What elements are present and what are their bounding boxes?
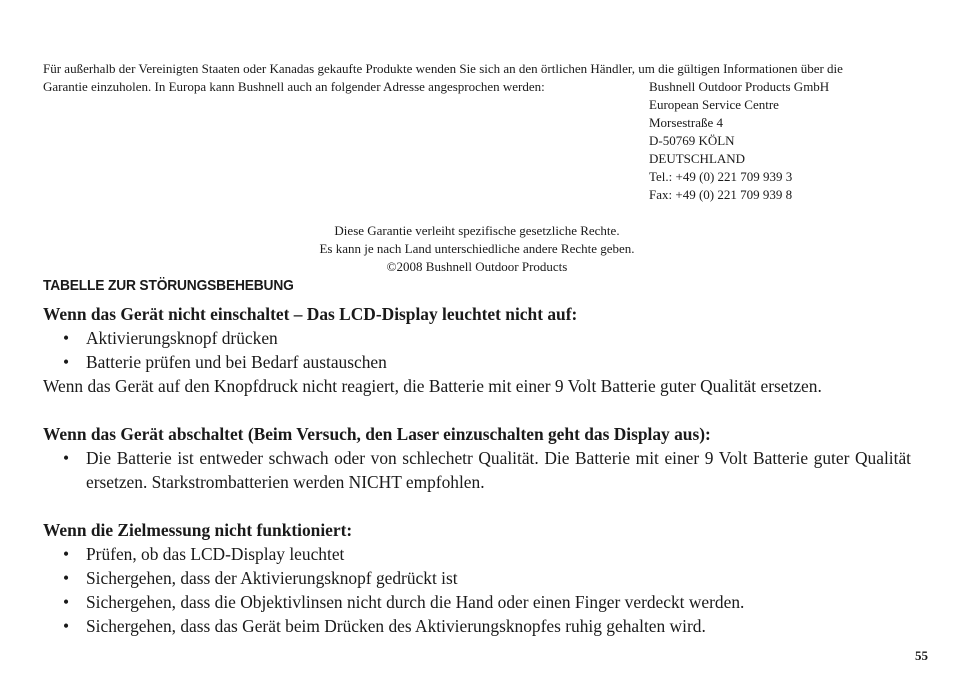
bullet-list [43,326,911,374]
list-item-text: Sichergehen, dass das Gerät beim Drücken des Aktivierungsknopfes ruhig gehalten wird. [86,616,706,636]
address-line: Bushnell Outdoor Products GmbH [649,79,830,94]
troubleshooting-section-shutdown [43,422,911,494]
troubleshooting-title: TABELLE ZUR STÖRUNGSBEHEBUNG [43,277,294,294]
list-item [43,614,911,638]
address-line: D-50769 KÖLN [649,133,735,148]
list-item-text: Aktivierungsknopf drücken [86,328,278,348]
section-heading: Wenn das Gerät nicht einschaltet – Das LCD-Display leuchtet nicht auf: [43,304,578,324]
section-note: Wenn das Gerät auf den Knopfdruck nicht reagiert, die Batterie mit einer 9 Volt Batterie guter Qualität ersetzen. [43,376,822,396]
list-item-text: Sichergehen, dass der Aktivierungsknopf gedrückt ist [86,568,458,588]
warranty-intro-line-2: Garantie einzuholen. In Europa kann Bushnell auch an folgender Adresse angesprochen werden: [43,79,545,94]
address-line: Morsestraße 4 [649,115,724,130]
troubleshooting-section-power [43,302,911,398]
service-centre-address [649,78,829,204]
warranty-intro-line-1: Für außerhalb der Vereinigten Staaten oder Kanadas gekaufte Produkte wenden Sie sich an den örtlichen Händler, um die gültigen Informationen über die [43,61,843,76]
bullet-icon: • [63,328,70,348]
bullet-icon: • [63,352,70,372]
bullet-icon: • [63,592,70,612]
list-item-text: Die Batterie ist entweder schwach oder von schlechetr Qualität. Die Batterie mit einer 9 Volt Batterie guter Qualität ersetzen. Starkstrombatterien werden NICHT empfohlen. [86,448,911,492]
bullet-list [43,542,911,638]
list-item [43,326,911,350]
bullet-icon: • [63,544,70,564]
section-heading: Wenn das Gerät abschaltet (Beim Versuch, den Laser einzuschalten geht das Display aus): [43,424,711,444]
address-phone: Tel.: +49 (0) 221 709 939 3 [649,169,793,184]
bullet-icon: • [63,616,70,636]
address-fax: Fax: +49 (0) 221 709 939 8 [649,187,793,202]
copyright-line: ©2008 Bushnell Outdoor Products [386,259,568,274]
bullet-icon: • [63,568,70,588]
list-item [43,446,911,494]
notice-line: Diese Garantie verleiht spezifische gesetzliche Rechte. [334,223,620,238]
page-number: 55 [915,648,928,663]
list-item [43,542,911,566]
list-item-text: Prüfen, ob das LCD-Display leuchtet [86,544,345,564]
list-item [43,566,911,590]
notice-line: Es kann je nach Land unterschiedliche andere Rechte geben. [319,241,635,256]
address-line: European Service Centre [649,97,779,112]
list-item [43,350,911,374]
address-line: DEUTSCHLAND [649,151,746,166]
bullet-list [43,446,911,494]
list-item-text: Batterie prüfen und bei Bedarf austauschen [86,352,387,372]
troubleshooting-section-ranging [43,518,911,638]
list-item [43,590,911,614]
bullet-icon: • [63,448,70,468]
section-heading: Wenn die Zielmessung nicht funktioniert: [43,520,353,540]
list-item-text: Sichergehen, dass die Objektivlinsen nicht durch die Hand oder einen Finger verdeckt werden. [86,592,745,612]
warranty-rights-notice [0,222,954,276]
